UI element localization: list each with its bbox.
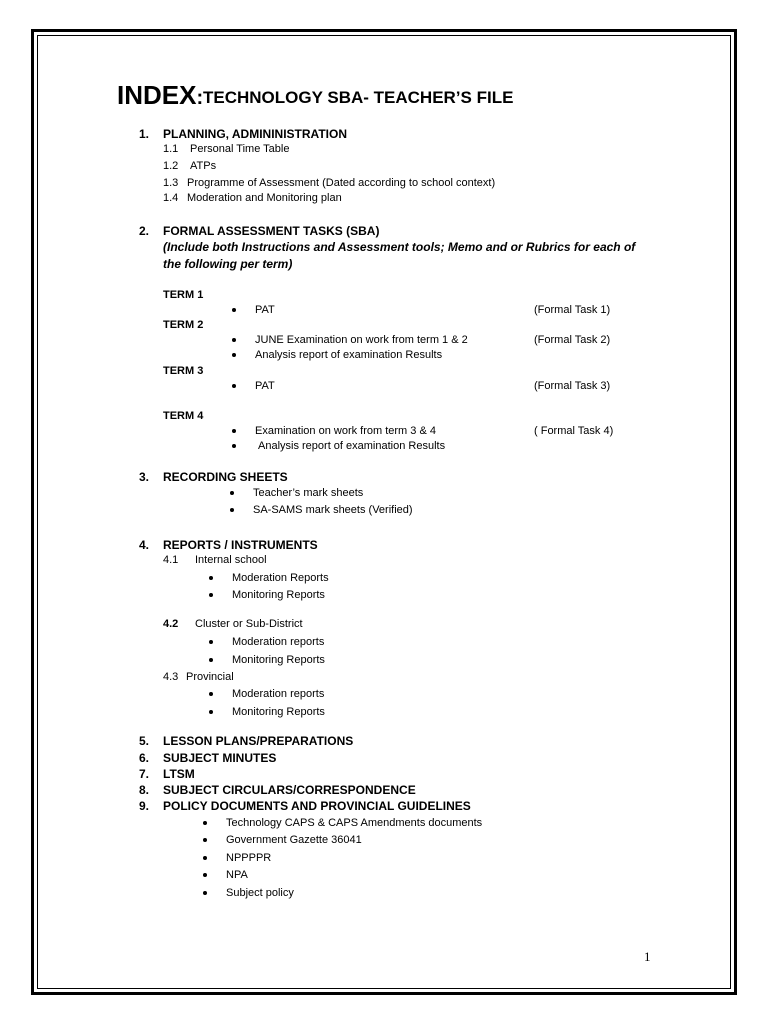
- section-5-title: LESSON PLANS/PREPARATIONS: [163, 734, 354, 748]
- section-9-item-4: NPA: [226, 869, 248, 881]
- section-4-title: REPORTS / INSTRUMENTS: [163, 538, 318, 552]
- section-5-number: 5.: [139, 734, 150, 748]
- sub-4-3-text: Provincial: [186, 671, 234, 683]
- term-4-task: ( Formal Task 4): [534, 425, 614, 437]
- section-3-title: RECORDING SHEETS: [163, 470, 288, 484]
- sub-4-2-item-1: Moderation reports: [232, 636, 325, 648]
- bullet-dot: [209, 576, 213, 580]
- item-1-1-number: 1.1: [163, 143, 179, 155]
- bullet-dot: [203, 821, 207, 825]
- sub-4-3-number: 4.3: [163, 671, 179, 683]
- term-4-item-1: Examination on work from term 3 & 4: [255, 425, 436, 437]
- section-9-title: POLICY DOCUMENTS AND PROVINCIAL GUIDELINES: [163, 799, 471, 813]
- bullet-dot: [209, 593, 213, 597]
- section-2-title: FORMAL ASSESSMENT TASKS (SBA): [163, 224, 380, 238]
- term-2-item-2: Analysis report of examination Results: [255, 349, 443, 361]
- bullet-dot: [209, 640, 213, 644]
- term-4-label: TERM 4: [163, 410, 204, 422]
- section-4-number: 4.: [139, 538, 150, 552]
- item-1-4-number: 1.4: [163, 192, 179, 204]
- section-7-number: 7.: [139, 767, 150, 781]
- section-8-number: 8.: [139, 783, 150, 797]
- term-3-label: TERM 3: [163, 365, 204, 377]
- bullet-dot: [232, 384, 236, 388]
- bullet-dot: [203, 873, 207, 877]
- item-1-1-text: Personal Time Table: [190, 143, 290, 155]
- section-6-title: SUBJECT MINUTES: [163, 751, 277, 765]
- bullet-dot: [203, 838, 207, 842]
- bullet-dot: [232, 429, 236, 433]
- title-subtitle: TECHNOLOGY SBA- TEACHER’S FILE: [203, 88, 514, 107]
- section-7-title: LTSM: [163, 767, 195, 781]
- bullet-dot: [230, 508, 234, 512]
- item-1-2-number: 1.2: [163, 160, 179, 172]
- section-9-item-1: Technology CAPS & CAPS Amendments documents: [226, 817, 483, 829]
- sub-4-1-number: 4.1: [163, 554, 179, 566]
- term-3-task: (Formal Task 3): [534, 380, 611, 392]
- bullet-dot: [203, 891, 207, 895]
- term-2-task: (Formal Task 2): [534, 334, 611, 346]
- section-3-number: 3.: [139, 470, 150, 484]
- section-8-title: SUBJECT CIRCULARS/CORRESPONDENCE: [163, 783, 416, 797]
- bullet-dot: [209, 692, 213, 696]
- section-1-number: 1.: [139, 127, 150, 141]
- sub-4-2-item-2: Monitoring Reports: [232, 654, 325, 666]
- term-1-task: (Formal Task 1): [534, 304, 611, 316]
- sub-4-2-text: Cluster or Sub-District: [195, 618, 303, 630]
- section-1-title: PLANNING, ADMININISTRATION: [163, 127, 347, 141]
- term-2-label: TERM 2: [163, 319, 204, 331]
- section-6-number: 6.: [139, 751, 150, 765]
- term-2-item-1: JUNE Examination on work from term 1 & 2: [255, 334, 468, 346]
- sub-4-1-text: Internal school: [195, 554, 267, 566]
- bullet-dot: [230, 491, 234, 495]
- bullet-dot: [203, 856, 207, 860]
- sub-4-3-item-1: Moderation reports: [232, 688, 325, 700]
- bullet-dot: [232, 353, 236, 357]
- section-9-item-3: NPPPPR: [226, 852, 272, 864]
- document-title: [117, 82, 203, 108]
- sub-4-2-number: 4.2: [163, 618, 179, 630]
- bullet-dot: [232, 308, 236, 312]
- sub-4-3-item-2: Monitoring Reports: [232, 706, 325, 718]
- section-9-item-5: Subject policy: [226, 887, 294, 899]
- page-number: 1: [644, 949, 651, 964]
- section-2-note-line2: the following per term): [163, 257, 293, 271]
- section-3-item-2: SA-SAMS mark sheets (Verified): [253, 504, 413, 516]
- bullet-dot: [209, 658, 213, 662]
- term-3-item: PAT: [255, 380, 275, 392]
- section-9-item-2: Government Gazette 36041: [226, 834, 362, 846]
- section-3-item-1: Teacher’s mark sheets: [253, 487, 364, 499]
- section-9-number: 9.: [139, 799, 150, 813]
- section-2-number: 2.: [139, 224, 150, 238]
- item-1-2-text: ATPs: [190, 160, 217, 172]
- title-index: INDEX: [117, 80, 197, 110]
- item-1-3-text: Programme of Assessment (Dated according to school context): [187, 177, 496, 189]
- bullet-dot: [209, 710, 213, 714]
- title-colon: :: [196, 87, 204, 109]
- sub-4-1-item-1: Moderation Reports: [232, 572, 329, 584]
- sub-4-1-item-2: Monitoring Reports: [232, 589, 325, 601]
- term-1-label: TERM 1: [163, 289, 204, 301]
- bullet-dot: [232, 444, 236, 448]
- bullet-dot: [232, 338, 236, 342]
- item-1-3-number: 1.3: [163, 177, 179, 189]
- section-2-note-line1: (Include both Instructions and Assessment tools; Memo and or Rubrics for each of: [163, 240, 636, 254]
- term-1-item: PAT: [255, 304, 275, 316]
- term-4-item-2: Analysis report of examination Results: [258, 440, 446, 452]
- item-1-4-text: Moderation and Monitoring plan: [187, 192, 342, 204]
